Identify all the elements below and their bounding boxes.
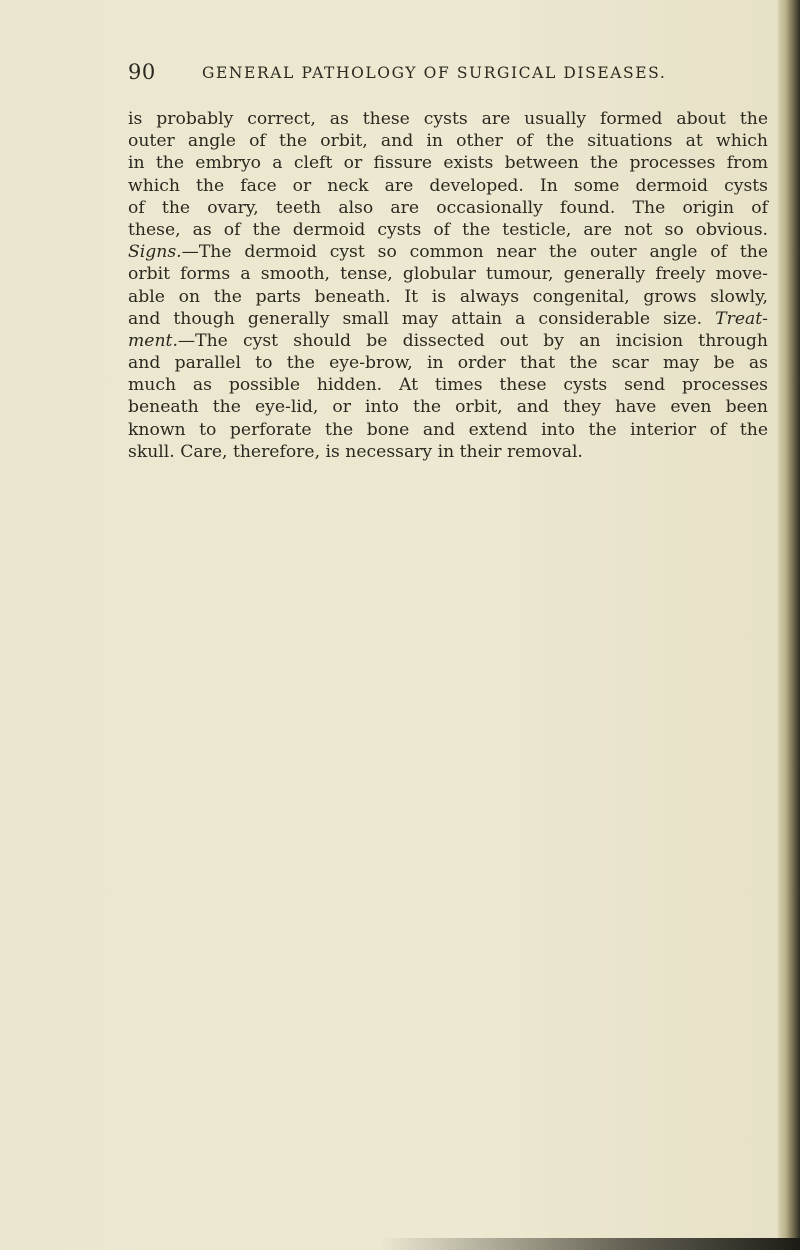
text-line: much as possible hidden. At times these cysts send processes — [128, 375, 768, 396]
text-line: beneath the eye-lid, or into the orbit, and they have even been — [128, 397, 768, 418]
text-line: skull. Care, therefore, is necessary in their removal. — [128, 441, 583, 462]
text-line: and though generally small may attain a considerable size. Treat- — [128, 308, 768, 329]
text-line: able on the parts beneath. It is always congenital, grows slowly, — [128, 286, 768, 307]
page-bottom-shadow — [380, 1238, 800, 1250]
text-line: outer angle of the orbit, and in other of the situations at which — [128, 131, 768, 152]
text-line: in the embryo a cleft or fissure exists between the processes from — [128, 153, 768, 174]
book-binding-edge — [778, 0, 800, 1250]
text-line: and parallel to the eye-brow, in order that the scar may be as — [128, 353, 768, 374]
text-line: these, as of the dermoid cysts of the testicle, are not so obvious. — [128, 219, 768, 240]
treatment-heading-start: Treat- — [715, 308, 768, 329]
text-line: known to perforate the bone and extend into the interior of the — [128, 419, 768, 440]
text-line: which the face or neck are developed. In some dermoid cysts — [128, 175, 768, 196]
signs-heading: Signs. — [128, 242, 182, 263]
text-line: orbit forms a smooth, tense, globular tumour, generally freely move- — [128, 264, 768, 285]
treatment-heading-end: ment. — [128, 330, 178, 351]
page-header — [128, 60, 768, 88]
running-head: GENERAL PATHOLOGY OF SURGICAL DISEASES. — [202, 64, 667, 82]
page-number: 90 — [128, 60, 156, 84]
text-line: is probably correct, as these cysts are usually formed about the — [128, 109, 768, 129]
text-line: ment.—The cyst should be dissected out by an incision through — [128, 330, 768, 351]
text-line: Signs.—The dermoid cyst so common near the outer angle of the — [128, 242, 768, 263]
text-line: of the ovary, teeth also are occasionally found. The origin of — [128, 197, 768, 218]
body-text — [128, 108, 768, 463]
